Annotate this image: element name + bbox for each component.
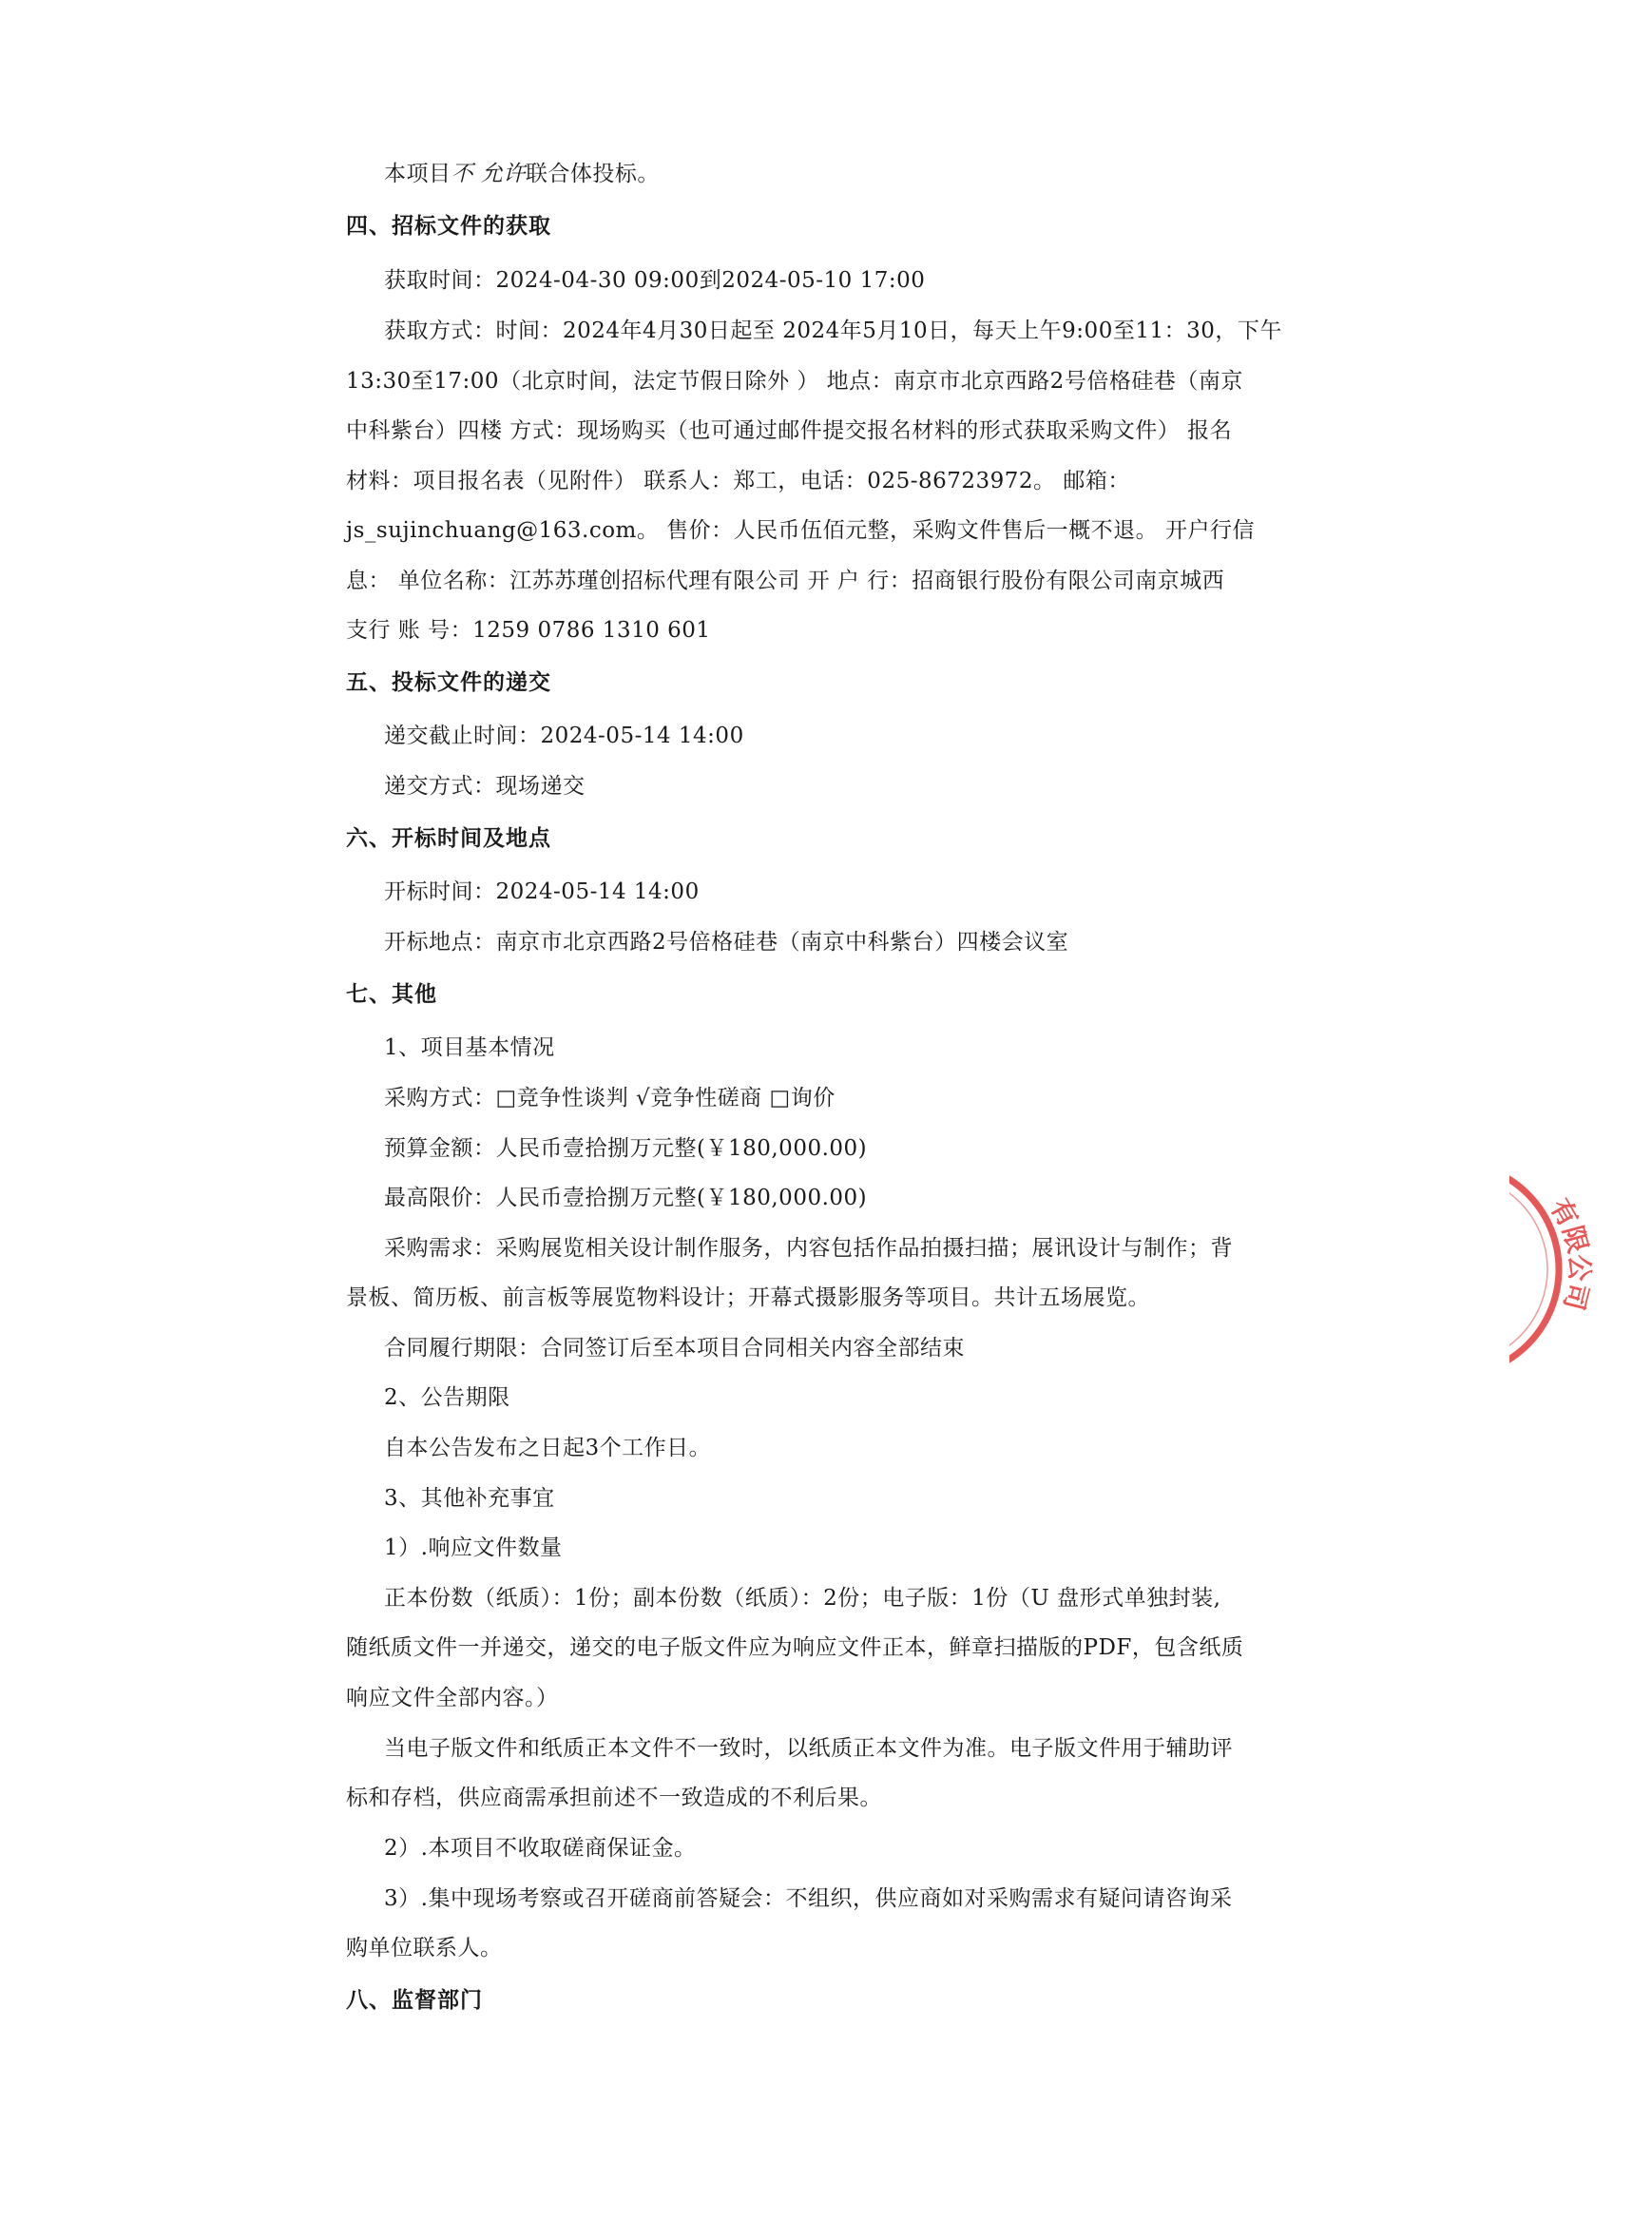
max-price: 最高限价：人民币壹拾捌万元整(￥180,000.00): [384, 1186, 868, 1210]
inconsistency-line-1: 当电子版文件和纸质正本文件不一致时，以纸质正本文件为准。电子版文件用于辅助评: [384, 1736, 1233, 1761]
section-5-heading: 五、投标文件的递交: [346, 669, 551, 695]
opening-place: 开标地点：南京市北京西路2号倍格硅巷（南京中科紫台）四楼会议室: [384, 930, 1069, 955]
procurement-needs-line-1: 采购需求：采购展览相关设计制作服务，内容包括作品拍摄扫描；展讯设计与制作；背: [384, 1236, 1233, 1261]
acquire-method-line-4: 材料：项目报名表（见附件） 联系人：郑工，电话：025-86723972。 邮箱：: [346, 469, 1130, 493]
site-visit-line-2: 购单位联系人。: [346, 1936, 503, 1960]
project-basic-info-title: 1、项目基本情况: [384, 1035, 555, 1060]
response-count-title: 1）.响应文件数量: [384, 1535, 563, 1560]
notice-period-title: 2、公告期限: [384, 1385, 510, 1410]
procurement-needs-line-2: 景板、简历板、前言板等展览物料设计；开幕式摄影服务等项目。共计五场展览。: [346, 1285, 1150, 1310]
seal-text: 有限公司: [1544, 1193, 1596, 1314]
site-visit-line-1: 3）.集中现场考察或召开磋商前答疑会：不组织，供应商如对采购需求有疑问请咨询采: [384, 1886, 1233, 1911]
acquire-method-line-1: 获取方式：时间：2024年4月30日起至 2024年5月10日，每天上午9:00至11：30，下午: [384, 319, 1282, 343]
section-8-heading: 八、监督部门: [346, 1987, 483, 2013]
acquire-time: 获取时间：2024-04-30 09:00到2024-05-10 17:00: [384, 268, 926, 293]
acquire-method-line-7: 支行 账 号：1259 0786 1310 601: [346, 618, 711, 643]
consortium-line: [384, 160, 660, 188]
svg-text:有限公司: [1544, 1193, 1595, 1313]
acquire-method-line-3: 中科紫台）四楼 方式：现场购买（也可通过邮件提交报名材料的形式获取采购文件） 报名: [346, 418, 1233, 443]
submit-method: 递交方式：现场递交: [384, 774, 586, 799]
company-seal-icon: [1509, 1155, 1652, 1383]
response-count-line-1: 正本份数（纸质）：1份；副本份数（纸质）：2份；电子版：1份（U 盘形式单独封装,: [384, 1586, 1221, 1611]
response-count-line-3: 响应文件全部内容。）: [346, 1686, 559, 1710]
consortium-line-suffix: 联合体投标。: [525, 162, 660, 186]
procurement-method: 采购方式：□竞争性谈判 √竞争性磋商 □询价: [384, 1086, 836, 1110]
consortium-not-allowed: 不 允许: [451, 162, 526, 186]
consortium-line-prefix: 本项目: [384, 162, 451, 186]
submit-deadline: 递交截止时间：2024-05-14 14:00: [384, 724, 744, 748]
notice-period: 自本公告发布之日起3个工作日。: [384, 1436, 712, 1460]
section-4-heading: 四、招标文件的获取: [346, 213, 551, 239]
contract-period: 合同履行期限：合同签订后至本项目合同相关内容全部结束: [384, 1336, 965, 1361]
section-7-heading: 七、其他: [346, 981, 437, 1007]
supplement-title: 3、其他补充事宜: [384, 1486, 555, 1511]
acquire-method-line-2: 13:30至17:00（北京时间，法定节假日除外 ） 地点：南京市北京西路2号倍格硅巷（南京: [346, 369, 1243, 394]
no-deposit: 2）.本项目不收取磋商保证金。: [384, 1836, 697, 1861]
inconsistency-line-2: 标和存档，供应商需承担前述不一致造成的不利后果。: [346, 1786, 882, 1810]
budget-amount: 预算金额：人民币壹拾捌万元整(￥180,000.00): [384, 1136, 868, 1161]
response-count-line-2: 随纸质文件一并递交，递交的电子版文件应为响应文件正本，鲜章扫描版的PDF，包含纸质: [346, 1635, 1244, 1660]
acquire-method-line-5: js_sujinchuang@163.com。 售价：人民币伍佰元整，采购文件售后一概不退。 开户行信: [346, 518, 1255, 543]
section-6-heading: 六、开标时间及地点: [346, 825, 551, 851]
acquire-method-line-6: 息： 单位名称：江苏苏瑾创招标代理有限公司 开 户 行：招商银行股份有限公司南京城西: [346, 569, 1225, 593]
opening-time: 开标时间：2024-05-14 14:00: [384, 879, 700, 904]
